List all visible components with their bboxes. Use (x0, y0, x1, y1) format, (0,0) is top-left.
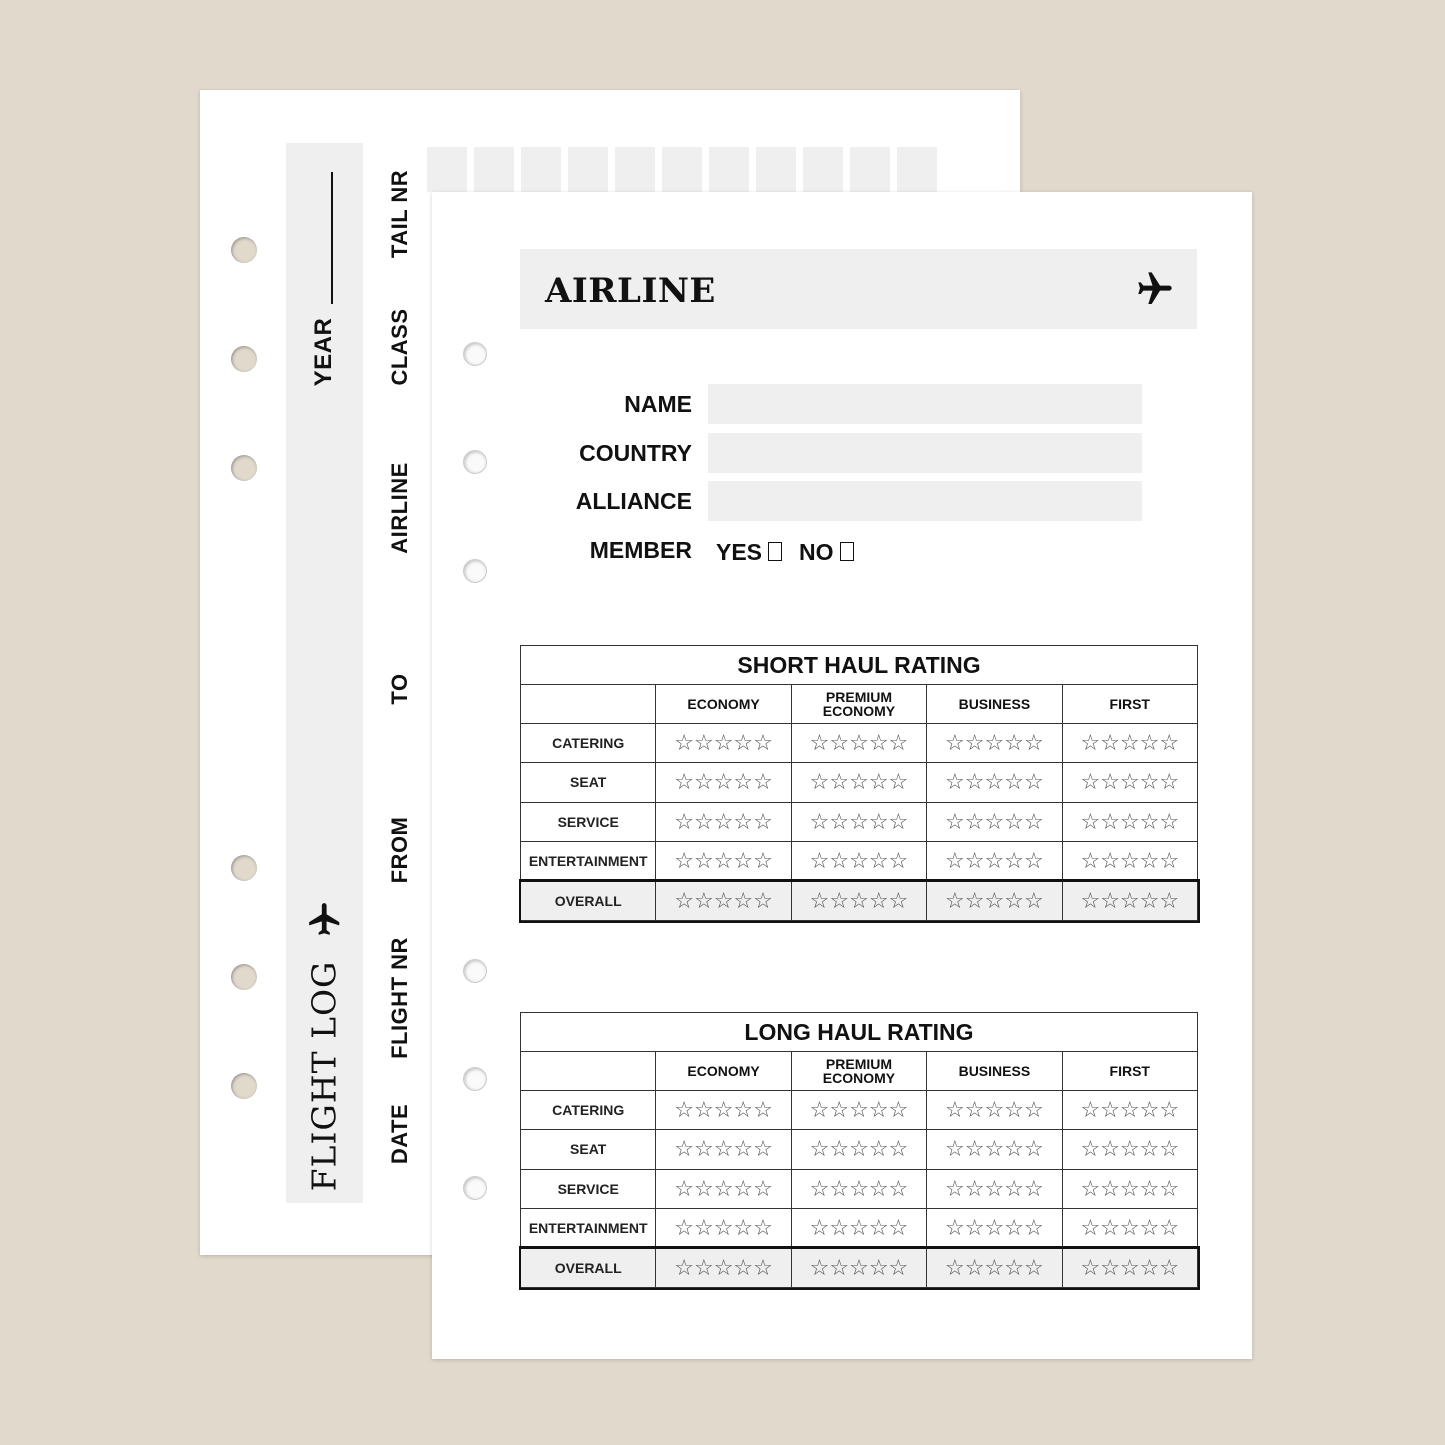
year-underline (331, 172, 333, 304)
category-label: CATERING (521, 724, 656, 763)
member-yes-option[interactable] (716, 539, 782, 566)
star-rating[interactable]: ☆☆☆☆☆ (927, 1248, 1062, 1288)
star-rating[interactable]: ☆☆☆☆☆ (656, 763, 791, 802)
class-header: ECONOMY (656, 685, 791, 724)
star-rating[interactable]: ☆☆☆☆☆ (791, 1091, 926, 1130)
binder-hole (463, 1067, 487, 1091)
binder-hole (231, 346, 257, 372)
category-label: OVERALL (521, 881, 656, 921)
star-rating[interactable]: ☆☆☆☆☆ (656, 802, 791, 841)
star-rating[interactable]: ☆☆☆☆☆ (791, 1208, 926, 1248)
star-rating[interactable]: ☆☆☆☆☆ (927, 1208, 1062, 1248)
star-rating[interactable]: ☆☆☆☆☆ (791, 724, 926, 763)
star-rating[interactable]: ☆☆☆☆☆ (656, 724, 791, 763)
log-cell (474, 147, 514, 192)
plane-icon (1135, 269, 1175, 309)
col-tail-nr: TAIL NR (387, 169, 412, 259)
star-rating[interactable]: ☆☆☆☆☆ (656, 1130, 791, 1169)
table-row (521, 763, 1198, 802)
log-cell (615, 147, 655, 192)
table-row (521, 1208, 1198, 1248)
corner-cell (521, 685, 656, 724)
category-label: ENTERTAINMENT (521, 1208, 656, 1248)
log-cell (427, 147, 467, 192)
binder-hole (463, 559, 487, 583)
no-checkbox[interactable] (840, 542, 854, 561)
year-label: YEAR (310, 317, 337, 387)
long-haul-rating-table (520, 1012, 1198, 1288)
star-rating[interactable]: ☆☆☆☆☆ (656, 1169, 791, 1208)
flight-log-title: FLIGHT LOG (304, 960, 344, 1192)
star-rating[interactable]: ☆☆☆☆☆ (1062, 724, 1197, 763)
star-rating[interactable]: ☆☆☆☆☆ (656, 1091, 791, 1130)
binder-hole (463, 342, 487, 366)
table-row (521, 1091, 1198, 1130)
star-rating[interactable]: ☆☆☆☆☆ (791, 1169, 926, 1208)
alliance-field[interactable] (708, 481, 1142, 521)
col-flight-nr: FLIGHT NR (387, 937, 412, 1059)
binder-hole (231, 455, 257, 481)
airline-rating-page (432, 192, 1252, 1359)
class-header: FIRST (1062, 1052, 1197, 1091)
category-label: OVERALL (521, 1248, 656, 1288)
binder-hole (231, 855, 257, 881)
member-no-option[interactable] (799, 539, 854, 566)
plane-icon (306, 900, 344, 938)
star-rating[interactable]: ☆☆☆☆☆ (927, 724, 1062, 763)
binder-hole (231, 237, 257, 263)
star-rating[interactable]: ☆☆☆☆☆ (1062, 1130, 1197, 1169)
page-title: AIRLINE (545, 271, 716, 311)
class-header: PREMIUM ECONOMY (791, 1052, 926, 1091)
star-rating[interactable]: ☆☆☆☆☆ (1062, 841, 1197, 881)
col-from: FROM (387, 816, 412, 884)
alliance-label: ALLIANCE (575, 488, 692, 514)
binder-hole (463, 959, 487, 983)
table-row (521, 802, 1198, 841)
star-rating[interactable]: ☆☆☆☆☆ (1062, 1169, 1197, 1208)
short-haul-rating-table (520, 645, 1198, 921)
star-rating[interactable]: ☆☆☆☆☆ (927, 802, 1062, 841)
star-rating[interactable]: ☆☆☆☆☆ (656, 1248, 791, 1288)
yes-label: YES (716, 539, 763, 565)
binder-hole (463, 1176, 487, 1200)
star-rating[interactable]: ☆☆☆☆☆ (1062, 1248, 1197, 1288)
star-rating[interactable]: ☆☆☆☆☆ (656, 1208, 791, 1248)
category-label: CATERING (521, 1091, 656, 1130)
no-label: NO (799, 539, 834, 565)
table-row (521, 724, 1198, 763)
member-label: MEMBER (589, 537, 692, 563)
log-cell (897, 147, 937, 192)
col-airline: AIRLINE (387, 462, 412, 554)
binder-hole (463, 450, 487, 474)
class-header: BUSINESS (927, 685, 1062, 724)
log-cell (568, 147, 608, 192)
log-cell (803, 147, 843, 192)
corner-cell (521, 1052, 656, 1091)
star-rating[interactable]: ☆☆☆☆☆ (927, 763, 1062, 802)
table-title: LONG HAUL RATING (521, 1013, 1198, 1052)
category-label: SERVICE (521, 802, 656, 841)
star-rating[interactable]: ☆☆☆☆☆ (791, 881, 926, 921)
star-rating[interactable]: ☆☆☆☆☆ (656, 881, 791, 921)
col-class: CLASS (387, 308, 412, 386)
table-row (521, 841, 1198, 881)
star-rating[interactable]: ☆☆☆☆☆ (927, 881, 1062, 921)
star-rating[interactable]: ☆☆☆☆☆ (927, 1169, 1062, 1208)
log-cell (756, 147, 796, 192)
log-cell (850, 147, 890, 192)
category-label: SEAT (521, 763, 656, 802)
binder-hole (231, 1073, 257, 1099)
table-row (521, 1248, 1198, 1288)
country-field[interactable] (708, 433, 1142, 473)
log-cell (662, 147, 702, 192)
class-header: BUSINESS (927, 1052, 1062, 1091)
class-header: FIRST (1062, 685, 1197, 724)
star-rating[interactable]: ☆☆☆☆☆ (1062, 1091, 1197, 1130)
category-label: ENTERTAINMENT (521, 841, 656, 881)
class-header: ECONOMY (656, 1052, 791, 1091)
star-rating[interactable]: ☆☆☆☆☆ (927, 1091, 1062, 1130)
category-label: SERVICE (521, 1169, 656, 1208)
star-rating[interactable]: ☆☆☆☆☆ (1062, 1208, 1197, 1248)
table-row (521, 1169, 1198, 1208)
name-field[interactable] (708, 384, 1142, 424)
star-rating[interactable]: ☆☆☆☆☆ (927, 1130, 1062, 1169)
table-title: SHORT HAUL RATING (521, 646, 1198, 685)
class-header: PREMIUM ECONOMY (791, 685, 926, 724)
star-rating[interactable]: ☆☆☆☆☆ (791, 763, 926, 802)
star-rating[interactable]: ☆☆☆☆☆ (656, 841, 791, 881)
star-rating[interactable]: ☆☆☆☆☆ (1062, 881, 1197, 921)
airline-header (520, 249, 1197, 329)
star-rating[interactable]: ☆☆☆☆☆ (927, 841, 1062, 881)
name-label: NAME (624, 391, 692, 417)
star-rating[interactable]: ☆☆☆☆☆ (1062, 763, 1197, 802)
country-label: COUNTRY (579, 440, 692, 466)
col-date: DATE (387, 1103, 412, 1165)
star-rating[interactable]: ☆☆☆☆☆ (791, 841, 926, 881)
table-row (521, 1130, 1198, 1169)
category-label: SEAT (521, 1130, 656, 1169)
col-to: TO (387, 673, 412, 705)
binder-hole (231, 964, 257, 990)
table-row (521, 881, 1198, 921)
star-rating[interactable]: ☆☆☆☆☆ (791, 1130, 926, 1169)
yes-checkbox[interactable] (768, 542, 782, 561)
log-cell (521, 147, 561, 192)
star-rating[interactable]: ☆☆☆☆☆ (1062, 802, 1197, 841)
star-rating[interactable]: ☆☆☆☆☆ (791, 1248, 926, 1288)
star-rating[interactable]: ☆☆☆☆☆ (791, 802, 926, 841)
log-cell (709, 147, 749, 192)
